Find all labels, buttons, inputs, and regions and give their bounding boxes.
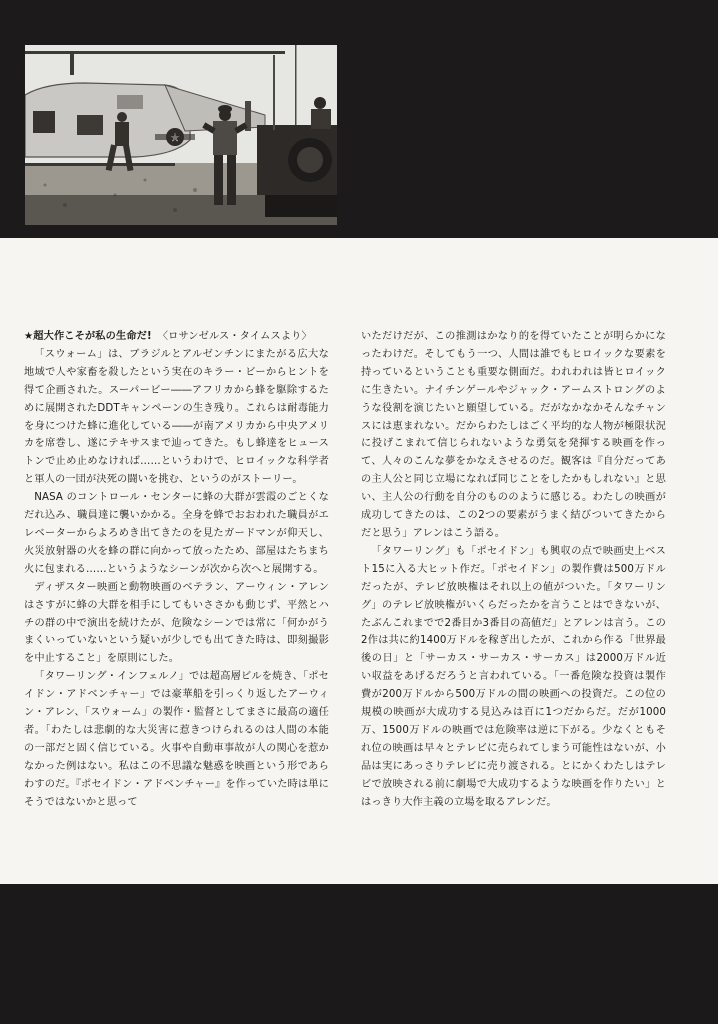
article-paragraph: ディザスター映画と動物映画のベテラン、アーウィン・アレンはさすがに蜂の大群を相手にしてもいささかも動じず、平然とハチの群の中で演出を続けたが、危険なシーンでは常に「何かがうまくいっていないという疑いが少しでも出てきた時は、即刻撮影を中止すること」を原則にした。 bbox=[24, 581, 329, 665]
rotor-blade bbox=[25, 51, 285, 54]
article-page bbox=[0, 238, 718, 884]
article-heading bbox=[24, 328, 329, 346]
article-paragraph: 「タワーリング・インフェルノ」では超高層ビルを焼き、「ポセイドン・アドベンチャー」では豪華船を引っくり返したアーウィン・アレン、「スウォーム」の製作・監督としてまさに最高の適任者。「わたしは悲劇的な大災害に惹きつけられるのは人間の本能の一部だと固く信じている。火事や自動車事故が人の関心を惹かなかった例はない。私はこの不思議な魅惑を映画という形であらわすのだ。『ポセイドン・アドベンチャー』を作っていた時は単にそうではないかと思って bbox=[24, 671, 329, 808]
article-paragraph: 「タワーリング」も「ポセイドン」も興収の点で映画史上ベスト15に入る大ヒット作だ。「ポセイドン」の製作費は500万ドルだったが、テレビ放映権はそれ以上の値がついた。「タワーリング」のテレビ放映権がいくらだったかを言うことはできないが、たぶんこれまでで2番目か3番目の高値だ」とアレンは言う。この2作は共に約1400万ドルを稼ぎ出したが、これから作る「世界最後の日」と「サーカス・サーカス・サーカス」は2000万ドル近い収益をあげるだろうと言われている。「一番危険な投資は製作費が200万ドルから500万ドルの間の映画への投資だ。この位の規模の映画が大成功する見込みは百に1つだからだ。だが1000万、1500万ドルの映画では危険率は逆に下がる。少なくともそれ位の映画は早々とテレビに売られてしまう可能性はないが、小品は実にあっさりテレビに売り渡される。とにかくわたしはテレビで放映される前に劇場で大成功するような映画を作りたい」とはっきり大作主義の立場を取るアレンだ。 bbox=[361, 545, 666, 808]
bottom-dark-band bbox=[0, 884, 718, 1024]
article-title: ★超大作こそが私の生命だ! bbox=[24, 331, 152, 342]
helicopter-photo bbox=[25, 45, 337, 225]
article-column-right bbox=[361, 328, 666, 811]
article-source: 〈ロサンゼルス・タイムスより〉 bbox=[157, 331, 312, 342]
article-column-left bbox=[24, 328, 329, 811]
article-paragraph: NASA のコントロール・センターに蜂の大群が雲霞のごとくなだれ込み、職員達に襲いかかる。全身を蜂でおおわれた職員がエレベーターからよろめき出てきたのを見たガードマンが仰天し、火災放射器の火を蜂の群に向かって放ったため、部屋はたちまち火に包まれる……というようなシーンが次から次へと展開する。 bbox=[24, 492, 329, 575]
article-paragraph: いただけだが、この推測はかなり的を得ていたことが明らかになったわけだ。そしてもう一つ、人間は誰でもヒロイックな要素を持っているということも重要な側面だ。われわれは皆ヒロイックに生きたい。ナイチンゲールやジャック・アームストロングのような役割を演じたいと願望している。だがなかなかそんなチャンスには恵まれない。だからわたしはごく平均的な人物が極限状況に投げこまれて信じられないような勇気を発揮する映画を作って、人々のこんな夢をかなえさせるのだ。観客は『自分だってあの主人公と同じ立場になれば同じことをしたかもしれない』と思い、主人公の行動を自分のもののように感じる。わたしの映画が成功してきたのは、この2つの要素がうまく結びついてきたからだと思う」アレンはこう語る。 bbox=[361, 331, 666, 539]
helicopter-scene bbox=[25, 45, 337, 225]
article-paragraph: 「スウォーム」は、ブラジルとアルゼンチンにまたがる広大な地域で人や家畜を殺したという実在のキラー・ビーからヒントを得て企画された。スーパービー――アフリカから蜂を駆除するために展開されたDDTキャンペーンの生き残り。これらは耐毒能力を身につけた蜂に進化している――が南アメリカから中央アメリカを席巻し、遂にテキサスまで辿ってきた。もし蜂達をヒューストンで止め止めなければ……というわけで、ヒロイックな科学者と軍人の一団が決死の闘いを挑む、というのがストーリー。 bbox=[24, 348, 329, 486]
